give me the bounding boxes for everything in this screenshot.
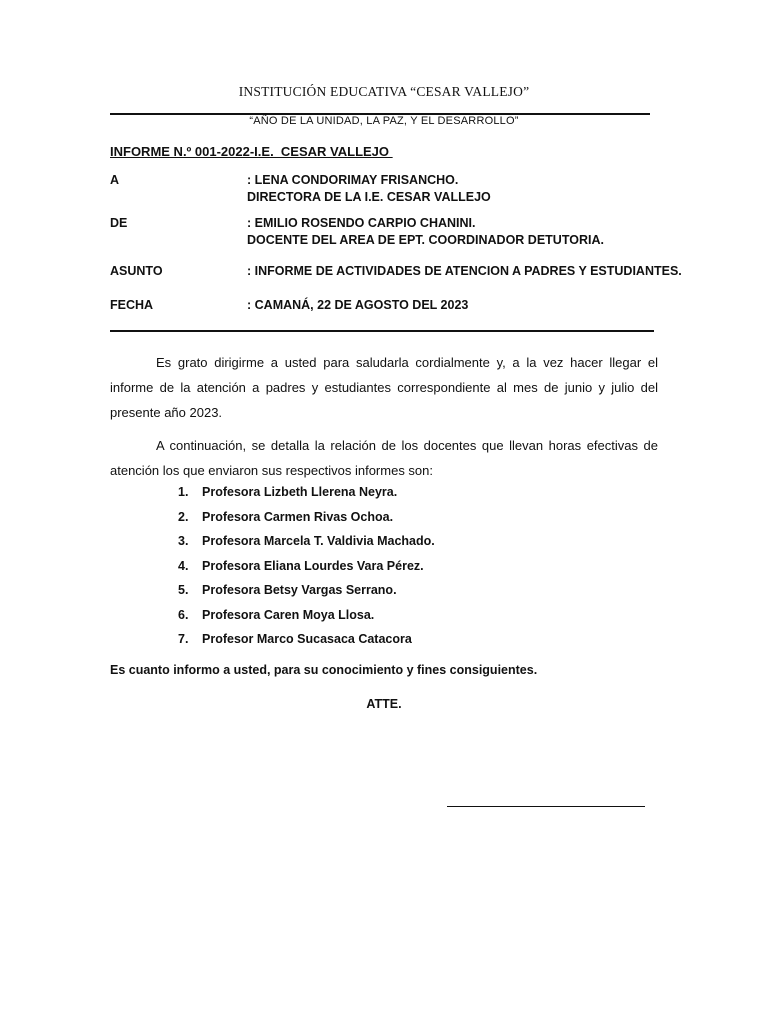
list-item [178,554,435,579]
year-motto: “AÑO DE LA UNIDAD, LA PAZ, Y EL DESARROLLO” [249,115,519,127]
list-item [178,627,435,652]
teacher-list [178,480,435,652]
list-number: 6. [178,607,189,622]
field-label-date: FECHA [110,298,154,312]
signature-line [447,806,645,807]
list-item [178,505,435,530]
field-value-from-line-1: : EMILIO ROSENDO CARPIO CHANINI. [247,216,476,230]
closing-line: Es cuanto informo a usted, para su conocimiento y fines consiguientes. [110,663,538,677]
list-item [178,529,435,554]
teacher-name: Profesora Lizbeth Llerena Neyra. [202,485,398,499]
list-number: 7. [178,632,189,646]
list-item [178,603,435,628]
teacher-name: Profesora Betsy Vargas Serrano. [202,583,397,597]
field-value-to [247,172,491,206]
list-number: 4. [178,558,189,573]
teacher-name: Profesora Caren Moya Llosa. [202,607,375,622]
fields-divider [110,330,654,332]
teacher-name: Profesora Marcela T. Valdivia Machado. [202,534,435,548]
paragraph-greeting: Es grato dirigirme a usted para saludarla cordialmente y, a la vez hacer llegar el informe de la atención a padres y estudiantes correspondiente al mes de junio y julio del presente año 2023. [110,355,658,420]
paragraph-teachers-intro: A continuación, se detalla la relación de los docentes que llevan horas efectivas de atención los que enviaron sus respectivos informes son: [110,438,658,478]
field-value-from [247,215,604,249]
report-title: INFORME N.º 001-2022-I.E. CESAR VALLEJO [110,144,393,159]
list-number: 2. [178,509,189,524]
field-value-date [247,297,468,314]
sign-off: ATTE. [366,697,402,711]
field-label-subject: ASUNTO [110,264,163,278]
field-value-to-line-1: : LENA CONDORIMAY FRISANCHO. [247,173,459,187]
list-number: 5. [178,583,189,597]
field-value-subject-line-1: : INFORME DE ACTIVIDADES DE ATENCION A PADRES Y ESTUDIANTES. [247,264,682,278]
field-value-date-line-1: : CAMANÁ, 22 DE AGOSTO DEL 2023 [247,298,469,312]
field-value-subject [247,263,682,280]
teacher-name: Profesor Marco Sucasaca Catacora [202,632,412,646]
field-label-to: A [110,173,120,187]
field-value-from-line-2: DOCENTE DEL AREA DE EPT. COORDINADOR DETUTORIA. [247,233,604,247]
field-label-from: DE [110,216,128,230]
list-number: 1. [178,485,189,499]
list-number: 3. [178,534,189,548]
field-value-to-line-2: DIRECTORA DE LA I.E. CESAR VALLEJO [247,190,491,204]
institution-title: INSTITUCIÓN EDUCATIVA “CESAR VALLEJO” [238,84,530,99]
list-item [178,480,435,505]
list-item [178,578,435,603]
teacher-name: Profesora Carmen Rivas Ochoa. [202,509,394,524]
teacher-name: Profesora Eliana Lourdes Vara Pérez. [202,558,424,573]
